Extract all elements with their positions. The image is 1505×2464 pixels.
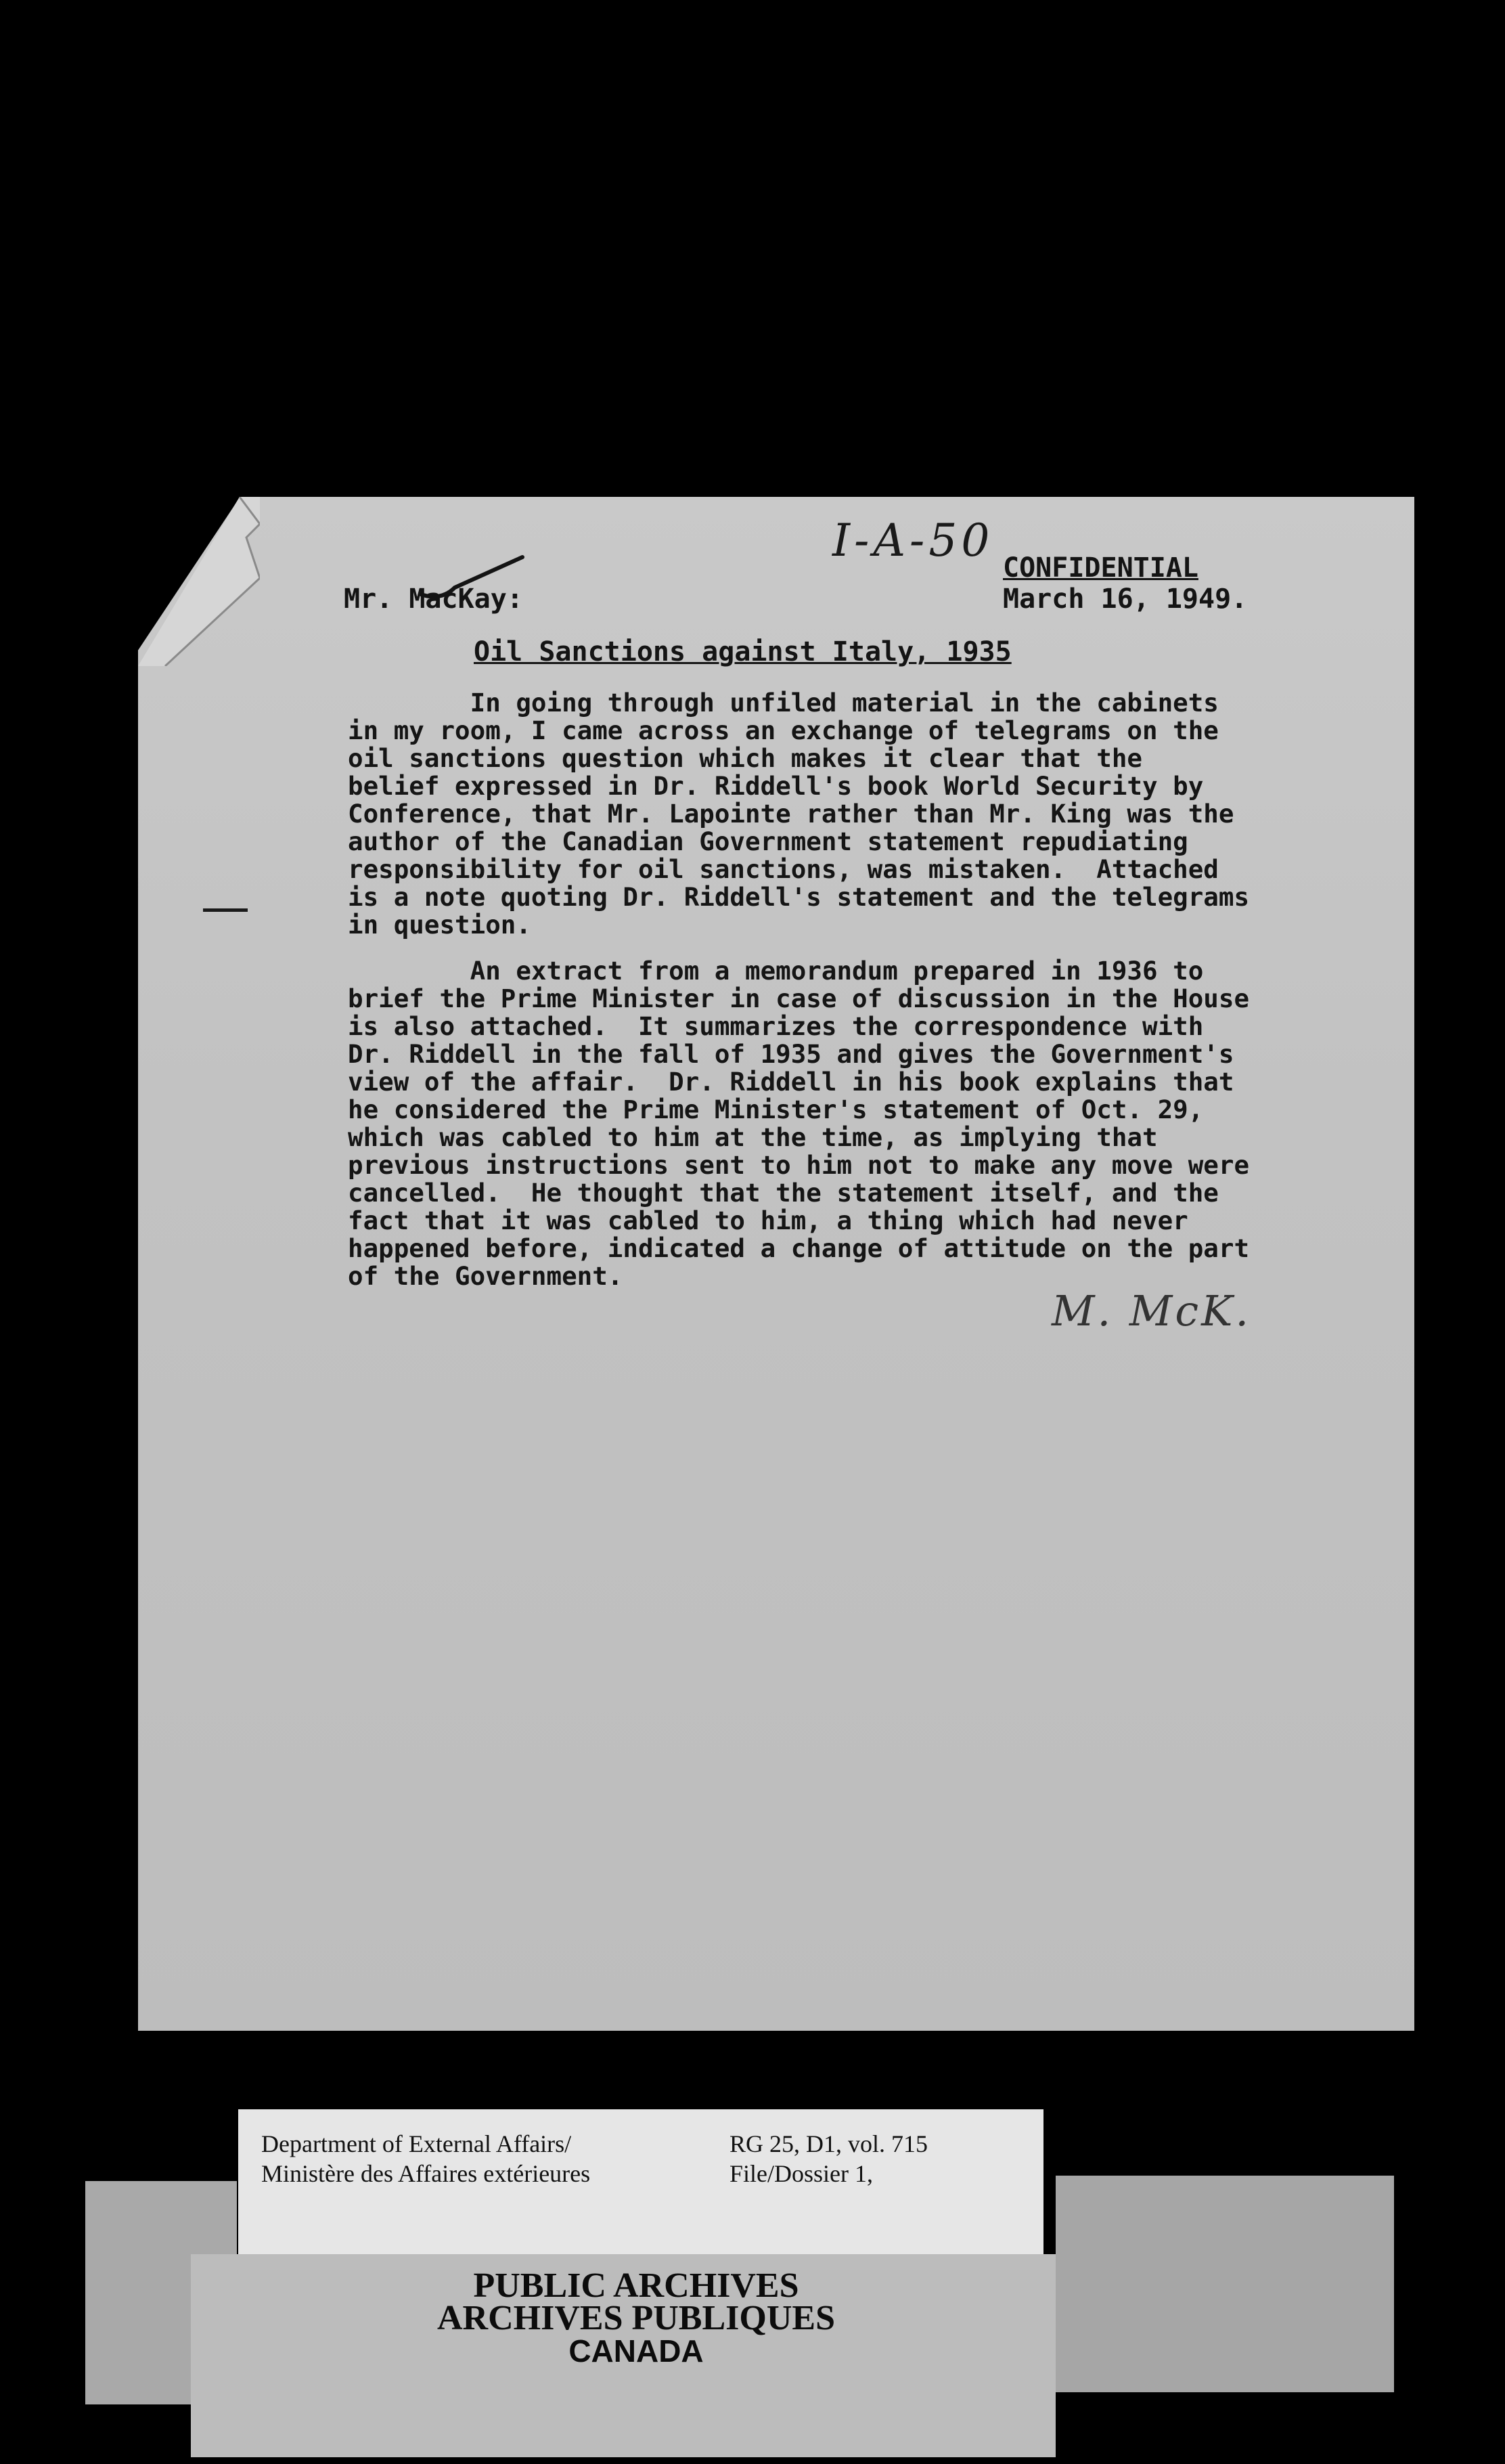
department-fr: Ministère des Affaires extérieures [261, 2160, 591, 2187]
body-paragraph-2: An extract from a memorandum prepared in 1936 to brief the Prime Minister in case of discussion in the House is also attached. It summarizes the correspondence with Dr. Riddell in the fall of 1935 and gives the Government's view of the affair. Dr. Riddell in his book explains that he considered the Prime Minister's statement of Oct. 29, which was cabled to him at the time, as implying that previous instructions sent to him not to make any move were cancelled. He thought that the statement itself, and the fact that it was cabled to him, a thing which had never happened before, indicated a change of attitude on the part of the Government. [348, 956, 1250, 1291]
body-paragraph-1: In going through unfiled material in the cabinets in my room, I came across an exchange of telegrams on the oil sanctions question which makes it clear that the belief expressed in Dr. Riddell's book World Security by Conference, that Mr. Lapointe rather than Mr. King was the author of the Canadian Government statement repudiating responsibility for oil sanctions, was mistaken. Attached is a note quoting Dr. Riddell's statement and the telegrams in question. [348, 688, 1250, 940]
file-code-handwritten: I-A-50 [832, 514, 994, 567]
label-stand-right [1056, 2176, 1394, 2392]
check-mark-icon [414, 554, 529, 608]
addressee: Mr. MacKay: [344, 584, 523, 615]
record-group: RG 25, D1, vol. 715 [729, 2130, 928, 2157]
archives-line-2: ARCHIVES PUBLIQUES [436, 2299, 836, 2337]
memo-date: March 16, 1949. [1003, 584, 1248, 615]
classification-label: CONFIDENTIAL [1003, 552, 1198, 584]
archives-line-3: CANADA [568, 2333, 704, 2369]
archives-line-1: PUBLIC ARCHIVES [473, 2266, 799, 2305]
initials-text: M. McK. [1052, 1286, 1252, 1336]
margin-mark [203, 908, 248, 912]
memo-subject: Oil Sanctions against Italy, 1935 [474, 636, 1012, 667]
handwritten-initials [1052, 1286, 1255, 1354]
department-en: Department of External Affairs/ [261, 2130, 572, 2157]
folded-corner [138, 497, 260, 666]
file-reference: File/Dossier 1, [729, 2160, 873, 2187]
